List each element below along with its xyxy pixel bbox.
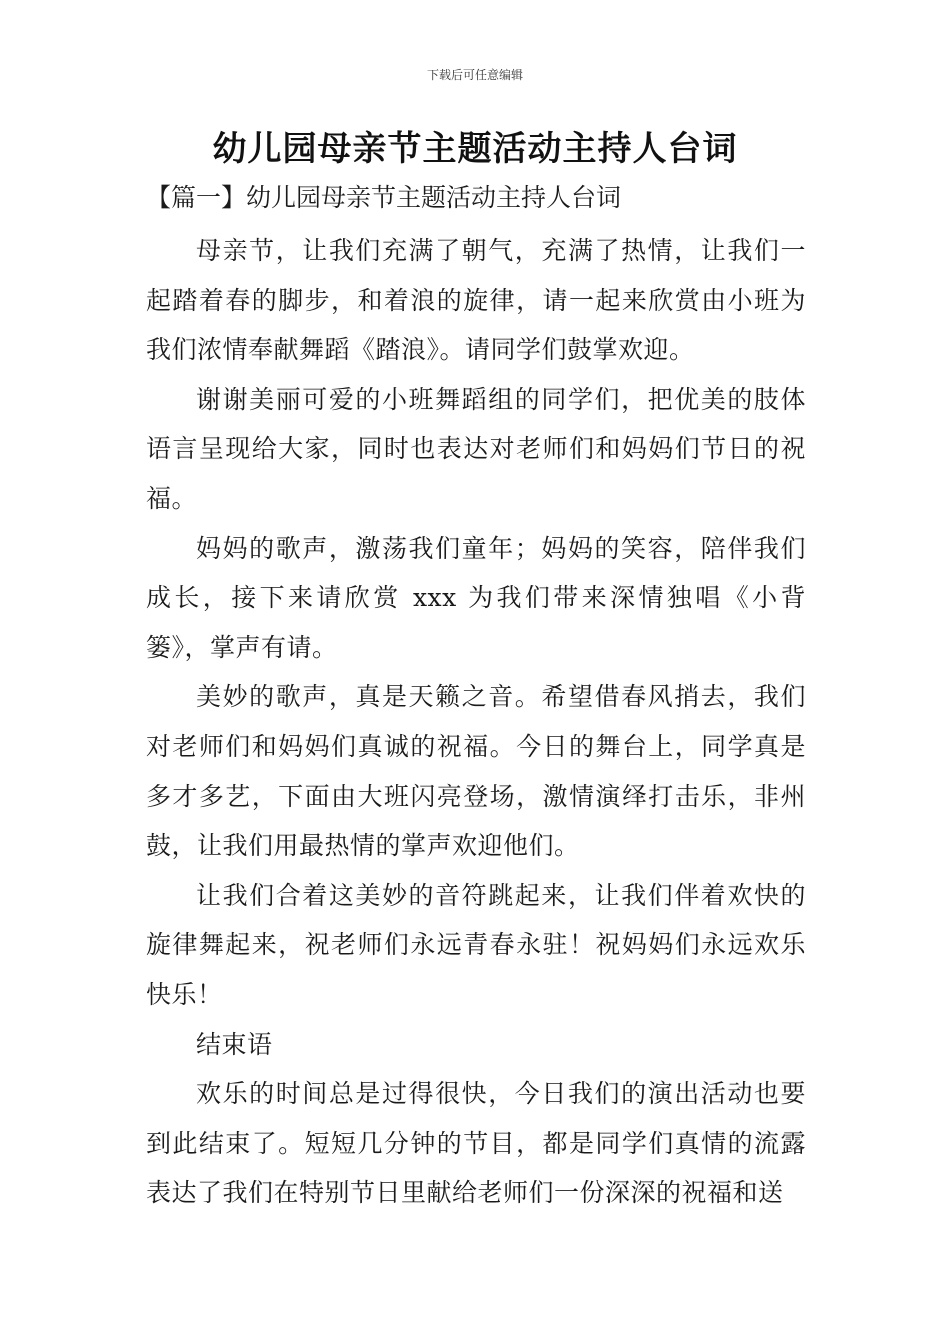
section-heading: 【篇一】幼儿园母亲节主题活动主持人台词 [146,183,622,212]
body-text [146,226,806,1218]
paragraph: 让我们合着这美妙的音符跳起来，让我们伴着欢快的旋律舞起来，祝老师们永远青春永驻！祝妈妈们永远欢乐快乐！ [146,880,806,1009]
paragraph: 妈妈的歌声，激荡我们童年；妈妈的笑容，陪伴我们成长，接下来请欣赏 xxx 为我们带来深情独唱《小背篓》，掌声有请。 [146,533,806,662]
paragraph: 美妙的歌声，真是天籁之音。希望借春风捎去，我们对老师们和妈妈们真诚的祝福。今日的舞台上，同学真是多才多艺，下面由大班闪亮登场，激情演绎打击乐，非州鼓，让我们用最热情的掌声欢迎他们。 [146,682,806,861]
header-note: 下载后可任意编辑 [426,68,523,82]
paragraph: 母亲节，让我们充满了朝气，充满了热情，让我们一起踏着春的脚步，和着浪的旋律，请一起来欣赏由小班为我们浓情奉献舞蹈《踏浪》。请同学们鼓掌欢迎。 [146,236,806,365]
closing-label: 结束语 [196,1029,273,1059]
document-title: 幼儿园母亲节主题活动主持人台词 [212,129,738,169]
paragraph: 谢谢美丽可爱的小班舞蹈组的同学们，把优美的肢体语言呈现给大家，同时也表达对老师们和妈妈们节日的祝福。 [146,384,806,513]
paragraph: 欢乐的时间总是过得很快，今日我们的演出活动也要到此结束了。短短几分钟的节目，都是同学们真情的流露表达了我们在特别节日里献给老师们一份深深的祝福和送 [146,1079,806,1208]
